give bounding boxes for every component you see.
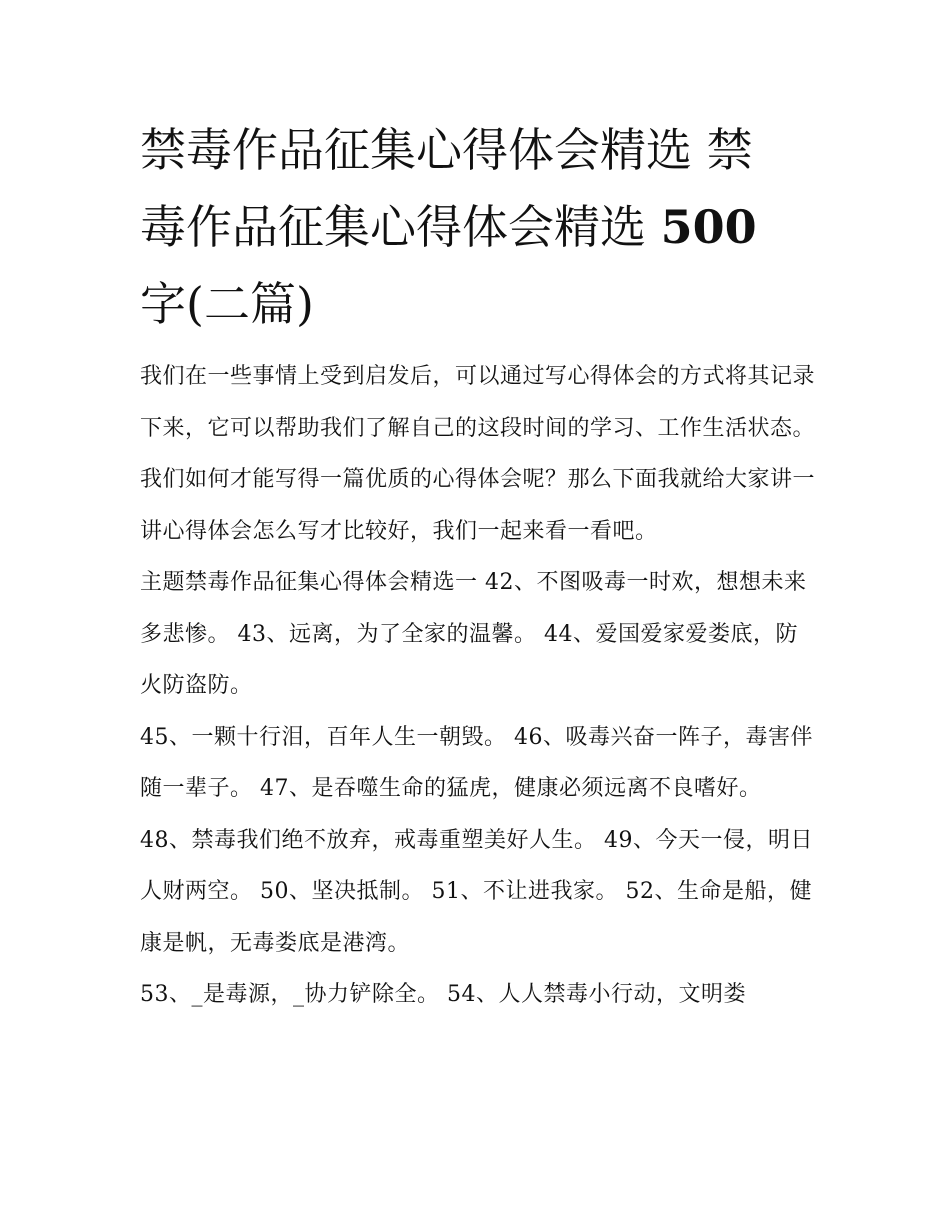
title-word-count: 500 <box>660 200 757 254</box>
title-line-3: 字(二篇) <box>140 277 314 331</box>
paragraph-intro: 我们在一些事情上受到启发后，可以通过写心得体会的方式将其记录下来，它可以帮助我们了解自己的这段时间的学习、工作生活状态。我们如何才能写得一篇优质的心得体会呢？那么下面我就给大家讲一讲心得体会怎么写才比较好，我们一起来看一看吧。 <box>140 364 816 544</box>
title-line-2: 毒作品征集心得体会精选 <box>140 200 661 254</box>
paragraph-slogans-53-54: 53、_是毒源，_协力铲除全。 54、人人禁毒小行动，文明娄 <box>140 982 746 1007</box>
paragraph-slogans-45-47: 45、一颗十行泪，百年人生一朝毁。 46、吸毒兴奋一阵子，毒害伴随一辈子。 47、是吞噬生命的猛虎，健康必须远离不良嗜好。 <box>140 724 813 801</box>
title-line-1: 禁毒作品征集心得体会精选 禁 <box>140 123 753 177</box>
paragraph-slogans-48-52: 48、禁毒我们绝不放弃，戒毒重塑美好人生。 49、今天一侵，明日人财两空。 50、坚决抵制。 51、不让进我家。 52、生命是船，健康是帆，无毒娄底是港湾。 <box>140 827 813 956</box>
document-title <box>140 112 820 343</box>
document-page <box>140 112 820 1021</box>
paragraph-slogans-42-44: 主题禁毒作品征集心得体会精选一 42、不图吸毒一时欢，想想未来多悲惨。 43、远离，为了全家的温馨。 44、爱国爱家爱娄底，防火防盗防。 <box>140 570 807 698</box>
